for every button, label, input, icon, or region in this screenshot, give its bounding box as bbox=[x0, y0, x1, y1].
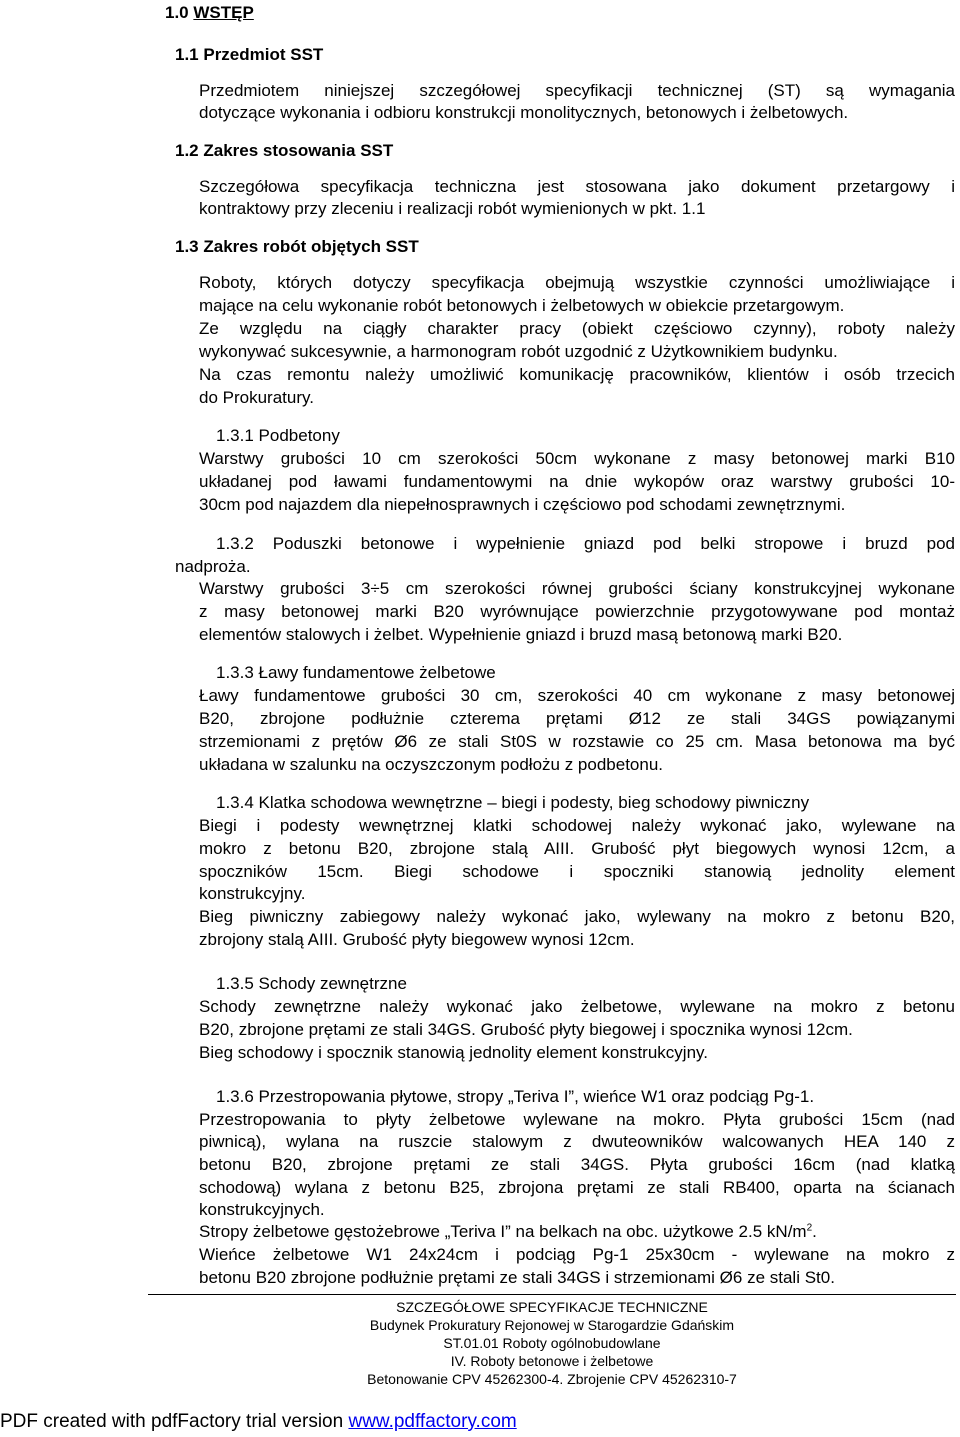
paragraph-line: dotyczące wykonania i odbioru konstrukcji monolitycznych, betonowych i żelbetowych. bbox=[199, 103, 849, 122]
paragraph-line: Przestropowania to płyty żelbetowe wylewane na mokro. Płyta grubości 15cm (nad bbox=[199, 1110, 955, 1129]
subsection-heading-1-3-6: 1.3.6 Przestropowania płytowe, stropy „Teriva I”, wieńce W1 oraz podciąg Pg-1. bbox=[216, 1087, 815, 1106]
subsection-heading-1-3-4: 1.3.4 Klatka schodowa wewnętrzne – biegi i podesty, bieg schodowy piwniczny bbox=[216, 793, 810, 812]
heading-number: 1.0 bbox=[165, 3, 189, 22]
paragraph-line: Bieg piwniczny zabiegowy należy wykonać jako, wylewany na mokro z betonu B20, bbox=[199, 907, 955, 926]
stropy-text: Stropy żelbetowe gęstożebrowe „Teriva I” na belkach na obc. użytkowe 2.5 kN/m bbox=[199, 1222, 807, 1241]
paragraph-line: konstrukcyjnych. bbox=[199, 1200, 325, 1219]
paragraph-line: mokro z betonu B20, zbrojone stalą AIII. Grubość płyt biegowych wynosi 12cm, a bbox=[199, 839, 955, 858]
paragraph-line: konstrukcyjny. bbox=[199, 884, 306, 903]
paragraph-line: spoczników 15cm. Biegi schodowe i spoczniki stanowią jednolity element bbox=[199, 862, 955, 881]
paragraph-line-stropy bbox=[199, 1222, 817, 1242]
paragraph-line: B20, zbrojone podłużnie czterema prętami Ø12 ze stali 34GS powiązanymi bbox=[199, 709, 955, 728]
paragraph-line: elementów stalowych i żelbet. Wypełnienie gniazd i bruzd masą betonową marki B20. bbox=[199, 625, 843, 644]
paragraph-line: Biegi i podesty wewnętrznej klatki schodowej należy wykonać jako, wylewane na bbox=[199, 816, 955, 835]
paragraph-line: B20, zbrojone prętami ze stali 34GS. Grubość płyty biegowej i spocznika wynosi 12cm. bbox=[199, 1020, 853, 1039]
paragraph-line: Szczegółowa specyfikacja techniczna jest stosowana jako dokument przetargowy i bbox=[199, 177, 955, 196]
paragraph-line: Ławy fundamentowe grubości 30 cm, szerokości 40 cm wykonane z masy betonowej bbox=[199, 686, 955, 705]
section-heading-1-1: 1.1 Przedmiot SST bbox=[175, 45, 324, 64]
paragraph-line: Roboty, których dotyczy specyfikacja obejmują wszystkie czynności umożliwiające i bbox=[199, 273, 955, 292]
footer-line: SZCZEGÓŁOWE SPECYFIKACJE TECHNICZNE bbox=[396, 1299, 708, 1315]
section-heading-1-0 bbox=[165, 3, 254, 23]
paragraph-line: mające na celu wykonanie robót betonowych i żelbetowych w obiekcie przetargowym. bbox=[199, 296, 845, 315]
paragraph-line: z masy betonowej marki B20 wyrównujące powierzchnie przygotowywane pod montaż bbox=[199, 602, 955, 621]
paragraph-line: piwnicą), wylana na ruszcie stalowym z dwuteowników walcowanych HEA 140 z bbox=[199, 1132, 955, 1151]
paragraph-line: betonu B20 zbrojone podłużnie prętami ze stali 34GS i strzemionami Ø6 ze stali St0. bbox=[199, 1268, 835, 1287]
paragraph-line: kontraktowy przy zleceniu i realizacji robót wymienionych w pkt. 1.1 bbox=[199, 199, 706, 218]
paragraph-line: zbrojony stalą AIII. Grubość płyty biegowew wynosi 12cm. bbox=[199, 930, 635, 949]
paragraph-line: 30cm pod najazdem dla niepełnosprawnych i częściowo pod schodami zewnętrznymi. bbox=[199, 495, 846, 514]
paragraph-line: strzemionami z prętów Ø6 ze stali St0S w rozstawie co 25 cm. Masa betonowa ma być bbox=[199, 732, 955, 751]
section-heading-1-2: 1.2 Zakres stosowania SST bbox=[175, 141, 394, 160]
subsection-heading-1-3-5: 1.3.5 Schody zewnętrzne bbox=[216, 974, 407, 993]
footer-line: Betonowanie CPV 45262300-4. Zbrojenie CPV 45262310-7 bbox=[367, 1371, 737, 1387]
stropy-end: . bbox=[812, 1222, 817, 1241]
subsection-heading-1-3-2: 1.3.2 Poduszki betonowe i wypełnienie gniazd pod belki stropowe i bruzd pod bbox=[216, 534, 955, 553]
paragraph-line: Bieg schodowy i spocznik stanowią jednolity element konstrukcyjny. bbox=[199, 1043, 708, 1062]
paragraph-line: wykonywać sukcesywnie, a harmonogram robót uzgodnić z Użytkownikiem budynku. bbox=[199, 342, 838, 361]
paragraph-line: Przedmiotem niniejszej szczegółowej specyfikacji technicznej (ST) są wymagania bbox=[199, 81, 955, 100]
pdf-trial-notice bbox=[0, 1410, 517, 1434]
paragraph-line: schodową) wylana z betonu B25, zbrojona prętami ze stali RB400, oparta na ścianach bbox=[199, 1178, 955, 1197]
paragraph-line: układanej pod ławami fundamentowymi na dnie wykopów oraz warstwy grubości 10- bbox=[199, 472, 955, 491]
paragraph-line: Na czas remontu należy umożliwić komunikację pracowników, klientów i osób trzecich bbox=[199, 365, 955, 384]
subsection-heading-1-3-3: 1.3.3 Ławy fundamentowe żelbetowe bbox=[216, 663, 496, 682]
footer-divider bbox=[148, 1294, 956, 1295]
superscript: 2 bbox=[806, 1222, 813, 1234]
heading-text: WSTĘP bbox=[193, 3, 254, 22]
section-heading-1-3: 1.3 Zakres robót objętych SST bbox=[175, 237, 419, 256]
paragraph-line: do Prokuratury. bbox=[199, 388, 314, 407]
paragraph-line: układana w szalunku na oczyszczonym podłożu z podbetonu. bbox=[199, 755, 664, 774]
footer-line: Budynek Prokuratury Rejonowej w Starogardzie Gdańskim bbox=[369, 1317, 735, 1333]
paragraph-line: Warstwy grubości 10 cm szerokości 50cm wykonane z masy betonowej marki B10 bbox=[199, 449, 955, 468]
footer-line: IV. Roboty betonowe i żelbetowe bbox=[450, 1353, 654, 1369]
paragraph-line: Ze względu na ciągły charakter pracy (obiekt częściowo czynny), roboty należy bbox=[199, 319, 955, 338]
footer-line: ST.01.01 Roboty ogólnobudowlane bbox=[443, 1335, 661, 1351]
subsection-heading-continued: nadproża. bbox=[175, 557, 251, 576]
paragraph-line: Schody zewnętrzne należy wykonać jako żelbetowe, wylewane na mokro z betonu bbox=[199, 997, 955, 1016]
subsection-heading-1-3-1: 1.3.1 Podbetony bbox=[216, 426, 340, 445]
paragraph-line: Wieńce żelbetowe W1 24x24cm i podciąg Pg-1 25x30cm - wylewane na mokro z bbox=[199, 1245, 955, 1264]
pdf-notice-text: PDF created with pdfFactory trial version bbox=[0, 1411, 349, 1432]
paragraph-line: Warstwy grubości 3÷5 cm szerokości równej grubości ściany konstrukcyjnej wykonane bbox=[199, 579, 955, 598]
pdffactory-link[interactable]: www.pdffactory.com bbox=[348, 1411, 517, 1432]
paragraph-line: betonu B20, zbrojone prętami ze stali 34GS. Płyta grubości 16cm (nad klatką bbox=[199, 1155, 955, 1174]
